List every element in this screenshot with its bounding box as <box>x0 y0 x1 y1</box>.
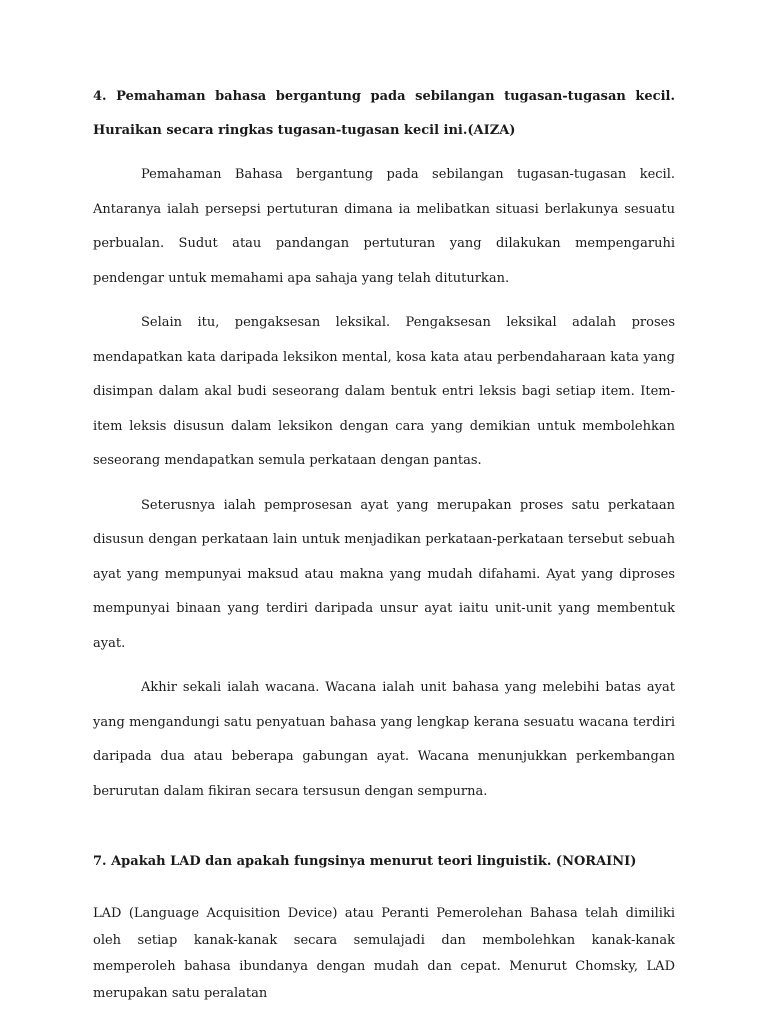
question-7-heading: 7. Apakah LAD dan apakah fungsinya menurut teori linguistik. (NORAINI) <box>93 854 637 869</box>
question-4-paragraph-3: Seterusnya ialah pemprosesan ayat yang merupakan proses satu perkataan disusun dengan perkataan lain untuk menjadikan perkataan-perkataan tersebut sebuah ayat yang mempunyai maksud atau makna yang mudah difahami. Ayat yang diproses mempunyai binaan yang terdiri daripada unsur ayat iaitu unit-unit yang membentuk ayat. <box>93 497 675 651</box>
question-4-paragraph-2: Selain itu, pengaksesan leksikal. Pengaksesan leksikal adalah proses mendapatkan kata daripada leksikon mental, kosa kata atau perbendaharaan kata yang disimpan dalam akal budi seseorang dalam bentuk entri leksis bagi setiap item. Item-item leksis disusun dalam leksikon dengan cara yang demikian untuk membolehkan seseorang mendapatkan semula perkataan dengan pantas. <box>93 315 675 468</box>
question-4-paragraph-1: Pemahaman Bahasa bergantung pada sebilangan tugasan-tugasan kecil. Antaranya ialah persepsi pertuturan dimana ia melibatkan situasi berlakunya sesuatu perbualan. Sudut atau pandangan pertuturan yang dilakukan mempengaruhi pendengar untuk memahami apa sahaja yang telah dituturkan. <box>93 167 675 286</box>
document-page <box>93 0 675 1007</box>
question-4-heading: 4. Pemahaman bahasa bergantung pada sebilangan tugasan-tugasan kecil. Huraikan secara ringkas tugasan-tugasan kecil ini.(AIZA) <box>93 89 675 138</box>
question-4-paragraph-4: Akhir sekali ialah wacana. Wacana ialah unit bahasa yang melebihi batas ayat yang mengandungi satu penyatuan bahasa yang lengkap kerana sesuatu wacana terdiri daripada dua atau beberapa gabungan ayat. Wacana menunjukkan perkembangan berurutan dalam fikiran secara tersusun dengan sempurna. <box>93 680 675 799</box>
question-7-paragraph: LAD (Language Acquisition Device) atau Peranti Pemerolehan Bahasa telah dimiliki oleh setiap kanak-kanak secara semulajadi dan membolehkan kanak-kanak memperoleh bahasa ibundanya dengan mudah dan cepat. Menurut Chomsky, LAD merupakan satu peralatan <box>93 906 675 1001</box>
